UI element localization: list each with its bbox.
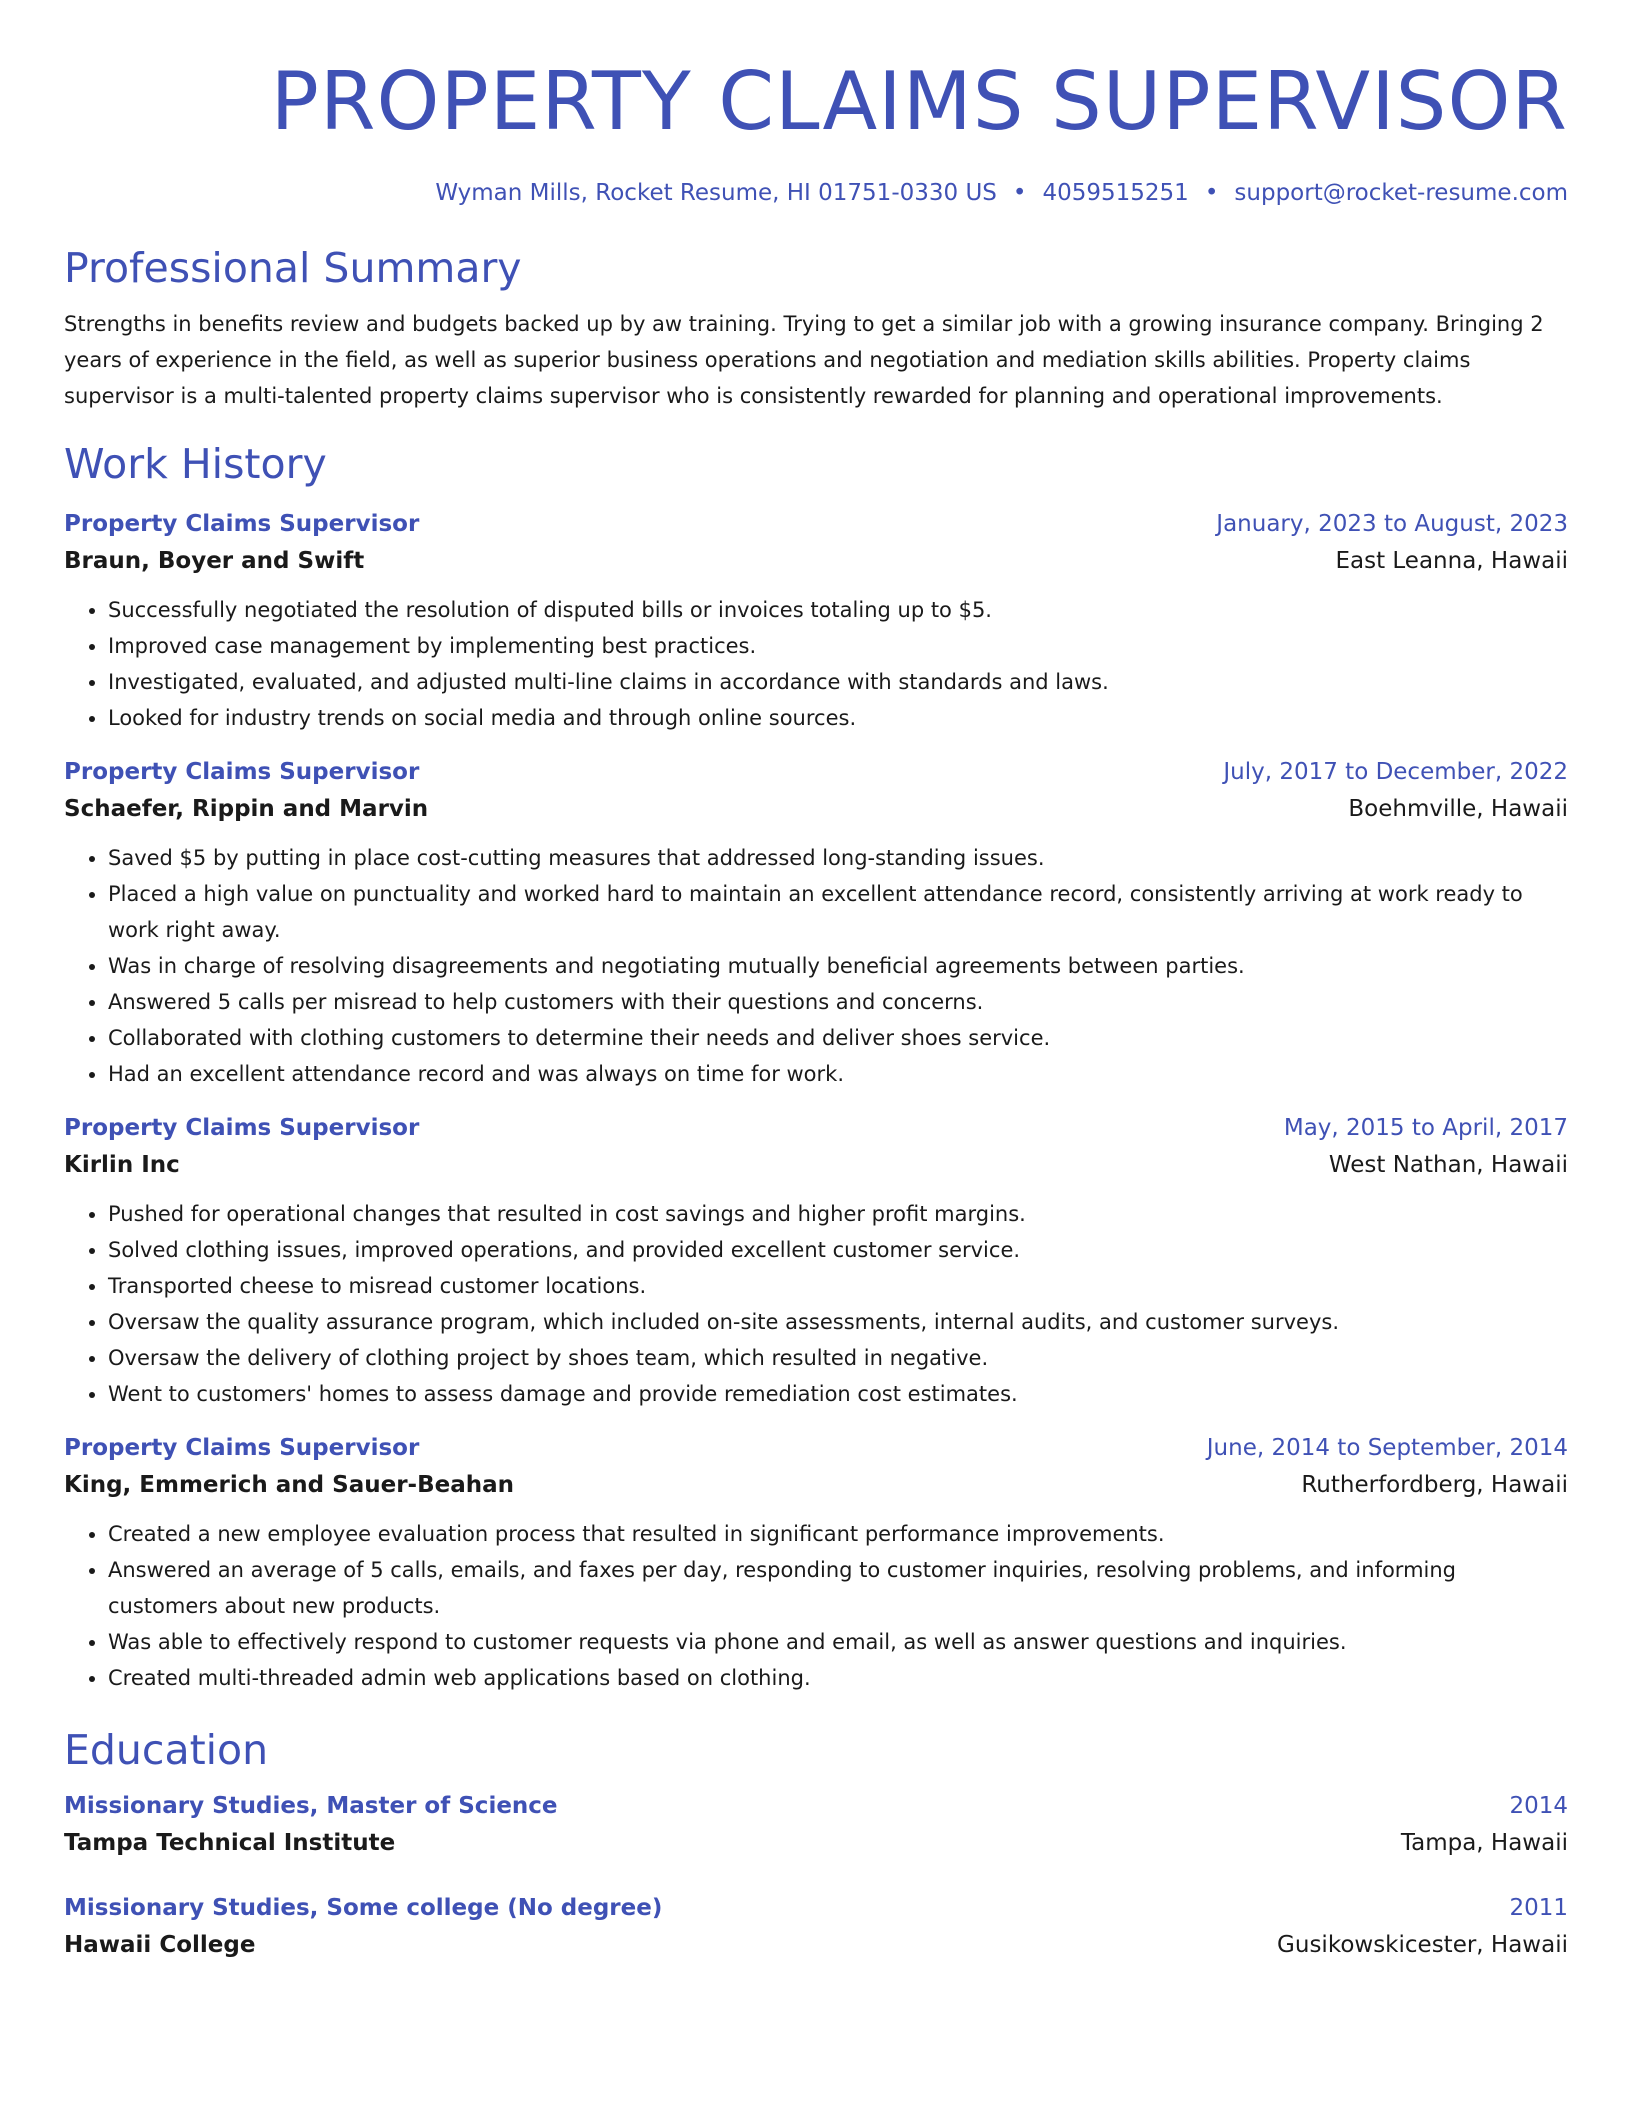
contact-phone: 4059515251 <box>1042 180 1189 206</box>
job-bullet: • Placed a high value on punctuality and worked hard to maintain an excellent attendance record, consistently arriving at work ready to work right away. <box>108 876 1568 948</box>
education-entry <box>64 1890 1568 1964</box>
job-dates: January, 2023 to August, 2023 <box>1216 511 1568 537</box>
job-bullets <box>64 1196 1568 1412</box>
job-entry <box>64 1110 1568 1412</box>
education-heading: Education <box>64 1726 269 1774</box>
job-location: Rutherfordberg, Hawaii <box>1301 1472 1568 1498</box>
job-bullet: • Oversaw the delivery of clothing project by shoes team, which resulted in negative. <box>108 1340 1568 1376</box>
job-title: Property Claims Supervisor <box>64 759 420 785</box>
job-bullets <box>64 840 1568 1092</box>
job-bullet: • Was able to effectively respond to customer requests via phone and email, as well as answer questions and inquiries. <box>108 1624 1568 1660</box>
job-bullet: • Went to customers' homes to assess damage and provide remediation cost estimates. <box>108 1376 1568 1412</box>
job-location: East Leanna, Hawaii <box>1335 548 1568 574</box>
job-bullet: • Collaborated with clothing customers to determine their needs and deliver shoes service. <box>108 1020 1568 1056</box>
job-bullet: • Created multi-threaded admin web applications based on clothing. <box>108 1660 1568 1696</box>
job-bullet: • Created a new employee evaluation process that resulted in significant performance improvements. <box>108 1516 1568 1552</box>
job-bullet: • Had an excellent attendance record and was always on time for work. <box>108 1056 1568 1092</box>
candidate-name: PROPERTY CLAIMS SUPERVISOR <box>270 55 1568 148</box>
job-bullet: • Pushed for operational changes that resulted in cost savings and higher profit margins. <box>108 1196 1568 1232</box>
job-bullet: • Saved $5 by putting in place cost-cutting measures that addressed long-standing issues. <box>108 840 1568 876</box>
job-bullet: • Solved clothing issues, improved operations, and provided excellent customer service. <box>108 1232 1568 1268</box>
education-school: Tampa Technical Institute <box>64 1830 396 1856</box>
job-company: Kirlin Inc <box>64 1152 180 1178</box>
resume-header <box>64 52 1568 208</box>
job-bullet: • Was in charge of resolving disagreements and negotiating mutually beneficial agreements between parties. <box>108 948 1568 984</box>
education-year: 2014 <box>1509 1793 1568 1819</box>
job-dates: June, 2014 to September, 2014 <box>1206 1435 1568 1461</box>
contact-separator: • <box>1012 180 1027 206</box>
job-company: Braun, Boyer and Swift <box>64 548 365 574</box>
education-entry <box>64 1788 1568 1862</box>
job-bullet: • Successfully negotiated the resolution of disputed bills or invoices totaling up to $5. <box>108 592 1568 628</box>
contact-line <box>64 178 1568 208</box>
summary-text: Strengths in benefits review and budgets backed up by aw training. Trying to get a similar job with a growing insurance company. Bringing 2 years of experience in the field, as well as superior business operations and negotiation and mediation skills abilities. Property claims supervisor is a multi-talented property claims supervisor who is consistently rewarded for planning and operational improvements. <box>64 312 1544 408</box>
job-location: Boehmville, Hawaii <box>1348 796 1568 822</box>
education-degree: Missionary Studies, Master of Science <box>64 1793 558 1819</box>
education-location: Tampa, Hawaii <box>1400 1830 1568 1856</box>
education-location: Gusikowskicester, Hawaii <box>1277 1932 1568 1958</box>
job-company: King, Emmerich and Sauer-Beahan <box>64 1472 515 1498</box>
job-bullet: • Answered an average of 5 calls, emails, and faxes per day, responding to customer inquiries, resolving problems, and informing customers about new products. <box>108 1552 1568 1624</box>
job-dates: May, 2015 to April, 2017 <box>1283 1115 1568 1141</box>
job-dates: July, 2017 to December, 2022 <box>1223 759 1568 785</box>
job-bullet: • Looked for industry trends on social media and through online sources. <box>108 700 1568 736</box>
job-bullet: • Improved case management by implementing best practices. <box>108 628 1568 664</box>
job-title: Property Claims Supervisor <box>64 1115 420 1141</box>
contact-email: support@rocket-resume.com <box>1234 180 1568 206</box>
job-location: West Nathan, Hawaii <box>1328 1152 1568 1178</box>
job-bullet: • Transported cheese to misread customer locations. <box>108 1268 1568 1304</box>
job-bullets <box>64 592 1568 736</box>
contact-separator: • <box>1204 180 1219 206</box>
job-bullet: • Investigated, evaluated, and adjusted multi-line claims in accordance with standards and laws. <box>108 664 1568 700</box>
job-title: Property Claims Supervisor <box>64 1435 420 1461</box>
job-entry <box>64 506 1568 736</box>
summary-heading: Professional Summary <box>64 244 522 292</box>
job-bullet: • Oversaw the quality assurance program, which included on-site assessments, internal audits, and customer surveys. <box>108 1304 1568 1340</box>
job-entry <box>64 754 1568 1092</box>
job-entry <box>64 1430 1568 1696</box>
education-school: Hawaii College <box>64 1932 256 1958</box>
work-history-heading: Work History <box>64 440 327 488</box>
education-degree: Missionary Studies, Some college (No degree) <box>64 1895 663 1921</box>
job-bullet: • Answered 5 calls per misread to help customers with their questions and concerns. <box>108 984 1568 1020</box>
job-bullets <box>64 1516 1568 1696</box>
education-year: 2011 <box>1509 1895 1568 1921</box>
job-company: Schaefer, Rippin and Marvin <box>64 796 429 822</box>
job-title: Property Claims Supervisor <box>64 511 420 537</box>
contact-address: Wyman Mills, Rocket Resume, HI 01751-0330 US <box>435 180 997 206</box>
